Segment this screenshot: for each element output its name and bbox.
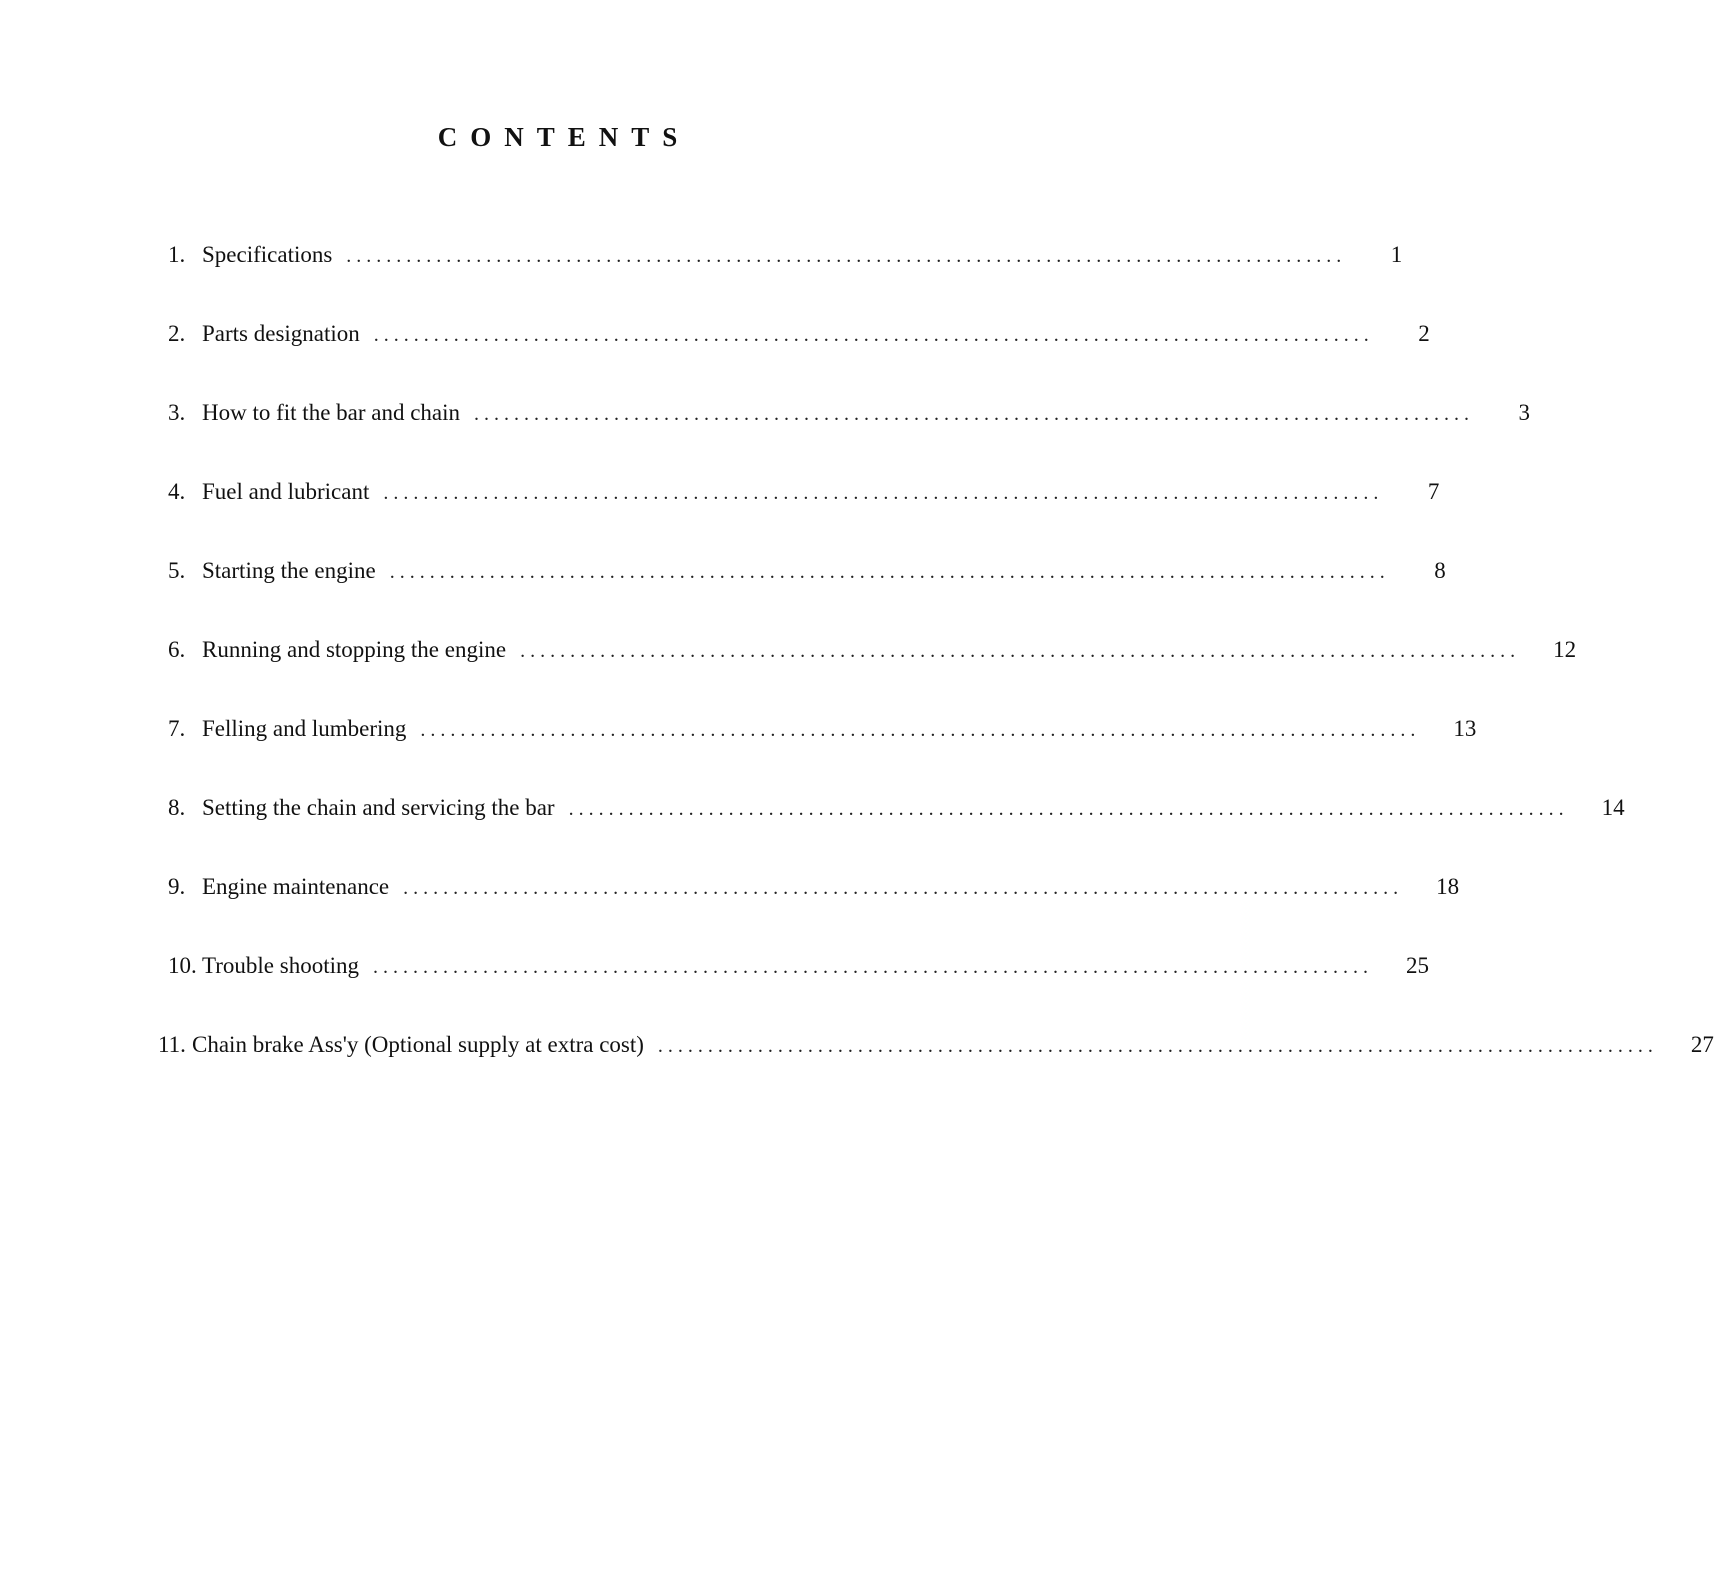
toc-entry-page: 18: [1436, 874, 1460, 899]
toc-entry: [140, 870, 1460, 949]
toc-entry-number: 8.: [168, 795, 186, 820]
toc-entry: [140, 396, 1531, 475]
toc-entry-title: Engine maintenance: [202, 874, 390, 899]
toc-entry-page: 7: [1427, 479, 1440, 504]
toc-entry-number: 3.: [168, 400, 186, 425]
toc-entry-number: 9.: [168, 874, 186, 899]
toc-entry-page: 12: [1553, 637, 1577, 662]
toc-entry-page: 1: [1390, 242, 1403, 267]
toc-entry-number: 11.: [158, 1032, 186, 1057]
toc-entry-page: 8: [1434, 558, 1446, 583]
toc-entry: [140, 554, 1446, 633]
toc-entry-number: 5.: [168, 558, 186, 583]
toc-entry-title: Parts designation: [202, 321, 360, 346]
toc-entry-page: 14: [1601, 795, 1625, 820]
toc-entry-number: 7.: [168, 716, 186, 741]
toc-entry-number: 6.: [168, 637, 186, 662]
toc-entry-number: 2.: [168, 321, 186, 346]
toc-entry-title: Fuel and lubricant: [202, 479, 370, 504]
toc-entry: [140, 317, 1430, 396]
toc-entry-number: 10.: [168, 953, 197, 978]
dot-leader: ....................................................................................................: [383, 482, 1384, 504]
toc-entry: [140, 949, 1429, 1028]
toc-entry: [140, 238, 1403, 317]
toc-entry-page: 13: [1453, 716, 1477, 741]
table-of-contents: [140, 238, 1714, 1107]
toc-entry-title: Specifications: [202, 242, 333, 267]
toc-entry: [140, 633, 1577, 712]
dot-leader: ....................................................................................................: [520, 640, 1521, 662]
dot-leader: ....................................................................................................: [568, 798, 1569, 820]
toc-entry: [140, 712, 1477, 791]
toc-entry-title: Setting the chain and servicing the bar: [202, 795, 555, 820]
dot-leader: ....................................................................................................: [420, 719, 1421, 741]
toc-entry: [140, 475, 1440, 554]
toc-entry-title: Felling and lumbering: [202, 716, 407, 741]
toc-entry-page: 25: [1405, 953, 1429, 978]
dot-leader: ....................................................................................................: [403, 877, 1404, 899]
toc-entry-number: 1.: [168, 242, 186, 267]
toc-entry-title: Chain brake Ass'y (Optional supply at extra cost): [192, 1032, 644, 1057]
toc-entry-number: 4.: [168, 479, 186, 504]
toc-entry: [140, 1028, 1714, 1107]
toc-entry-page: 3: [1518, 400, 1531, 425]
toc-entry-page: 2: [1418, 321, 1430, 346]
page-title: CONTENTS: [437, 122, 691, 152]
dot-leader: ....................................................................................................: [389, 561, 1390, 583]
toc-entry-title: Starting the engine: [202, 558, 376, 583]
toc-entry: [140, 791, 1625, 870]
toc-entry-title: How to fit the bar and chain: [202, 400, 461, 425]
dot-leader: ....................................................................................................: [657, 1035, 1658, 1057]
dot-leader: ....................................................................................................: [474, 403, 1475, 425]
toc-entry-page: 27: [1690, 1032, 1714, 1057]
toc-entry-title: Trouble shooting: [202, 953, 359, 978]
toc-entry-title: Running and stopping the engine: [202, 637, 507, 662]
dot-leader: ....................................................................................................: [373, 324, 1374, 346]
dot-leader: ....................................................................................................: [372, 956, 1373, 978]
dot-leader: ....................................................................................................: [346, 245, 1347, 267]
